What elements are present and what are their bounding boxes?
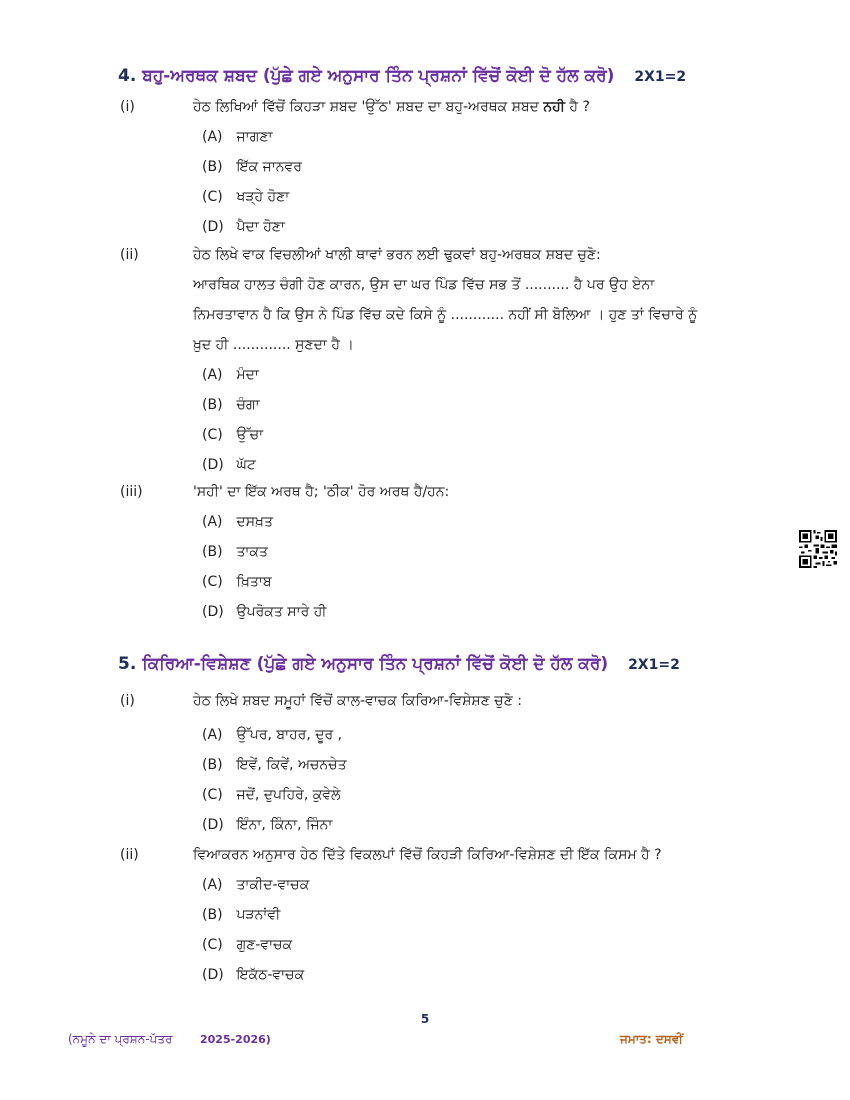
option-d — [202, 212, 778, 242]
question-4-iii — [118, 477, 778, 627]
section-5-marks: 2X1=2 — [628, 657, 680, 673]
section-5-number: 5. — [118, 654, 137, 674]
option-d — [202, 450, 778, 480]
option-text: ਇੱਕ ਜਾਨਵਰ — [236, 159, 302, 175]
option-a — [202, 507, 778, 537]
option-b — [202, 537, 778, 567]
options-list — [202, 870, 778, 990]
option-label: (B) — [202, 757, 223, 773]
question-text — [193, 686, 778, 716]
option-a — [202, 122, 778, 152]
option-text: ਦਸਖ਼ਤ — [236, 514, 273, 530]
question-line: ਹੇਠ ਲਿਖੇ ਵਾਕ ਵਿਚਲੀਆਂ ਖਾਲੀ ਥਾਵਾਂ ਭਰਨ ਲਈ ਢੁਕਵਾਂ ਬਹੁ-ਅਰਥਕ ਸ਼ਬਦ ਚੁਣੋ: — [193, 247, 601, 263]
option-c — [202, 182, 778, 212]
question-line: ਵਿਆਕਰਨ ਅਨੁਸਾਰ ਹੇਠ ਦਿੱਤੇ ਵਿਕਲਪਾਂ ਵਿੱਚੋਂ ਕਿਹੜੀ ਕਿਰਿਆ-ਵਿਸ਼ੇਸ਼ਣ ਦੀ ਇੱਕ ਕਿਸਮ ਹੈ ? — [193, 847, 662, 863]
question-text — [193, 477, 778, 507]
question-4-i — [118, 92, 778, 242]
footer-left: (ਨਮੂਨੇ ਦਾ ਪ੍ਰਸ਼ਨ-ਪੱਤਰ — [68, 1032, 173, 1046]
option-b — [202, 750, 778, 780]
section-4-number: 4. — [118, 66, 137, 86]
option-a — [202, 870, 778, 900]
option-c — [202, 420, 778, 450]
section-4-title: ਬਹੁ-ਅਰਥਕ ਸ਼ਬਦ (ਪੁੱਛੇ ਗਏ ਅਨੁਸਾਰ ਤਿੰਨ ਪ੍ਰਸ਼ਨਾਂ ਵਿੱਚੋਂ ਕੋਈ ਦੋ ਹੱਲ ਕਰੋ) — [142, 66, 615, 86]
section-5-title: ਕਿਰਿਆ-ਵਿਸ਼ੇਸ਼ਣ (ਪੁੱਛੇ ਗਏ ਅਨੁਸਾਰ ਤਿੰਨ ਪ੍ਰਸ਼ਨਾਂ ਵਿੱਚੋਂ ਕੋਈ ਦੋ ਹੱਲ ਕਰੋ) — [142, 654, 609, 674]
option-text: ਇਵੇਂ, ਕਿਵੇਂ, ਅਚਨਚੇਤ — [236, 757, 347, 773]
option-b — [202, 390, 778, 420]
option-text: ਗੁਣ-ਵਾਚਕ — [236, 937, 293, 953]
option-text: ਘੱਟ — [236, 457, 256, 473]
question-5-ii — [118, 840, 778, 990]
option-c — [202, 780, 778, 810]
qr-code-icon — [799, 530, 837, 568]
question-number: (ii) — [120, 247, 139, 263]
question-4-ii — [118, 240, 778, 480]
question-line: 'ਸਹੀ' ਦਾ ਇੱਕ ਅਰਥ ਹੈ; 'ਠੀਕ' ਹੋਰ ਅਰਥ ਹੈ/ਹਨ: — [193, 484, 450, 500]
option-text: ਖ਼ਿਤਾਬ — [236, 574, 272, 590]
question-text-part: ਹੇਠ ਲਿਖਿਆਂ ਵਿੱਚੋਂ ਕਿਹੜਾ ਸ਼ਬਦ 'ਉੱਠ' ਸ਼ਬਦ ਦਾ ਬਹੁ-ਅਰਥਕ ਸ਼ਬਦ — [193, 99, 539, 115]
question-line: ਹੇਠ ਲਿਖੇ ਸ਼ਬਦ ਸਮੂਹਾਂ ਵਿੱਚੋਂ ਕਾਲ-ਵਾਚਕ ਕਿਰਿਆ-ਵਿਸ਼ੇਸ਼ਣ ਚੁਣੋ : — [193, 693, 523, 709]
option-text: ਮੰਦਾ — [236, 367, 259, 383]
question-text — [193, 240, 778, 360]
question-text-part: ਹੈ ? — [569, 99, 590, 115]
option-text: ਤਾਕਤ — [236, 544, 268, 560]
option-label: (D) — [202, 967, 224, 983]
option-label: (C) — [202, 189, 223, 205]
option-label: (A) — [202, 727, 223, 743]
option-label: (C) — [202, 787, 223, 803]
option-label: (B) — [202, 544, 223, 560]
section-5-heading — [118, 654, 680, 674]
option-label: (D) — [202, 817, 224, 833]
option-text: ਜਾਗਣਾ — [236, 129, 273, 145]
section-4-marks: 2X1=2 — [634, 69, 687, 85]
options-list — [202, 122, 778, 242]
question-5-i — [118, 686, 778, 840]
option-text: ਪੈਦਾ ਹੋਣਾ — [236, 219, 285, 235]
option-label: (A) — [202, 129, 223, 145]
option-text: ਖੜ੍ਹੇ ਹੋਣਾ — [236, 189, 290, 205]
option-d — [202, 597, 778, 627]
question-line: ਖ਼ੁਦ ਹੀ ............. ਸੁਣਦਾ ਹੈ । — [193, 337, 354, 353]
page-number: 5 — [420, 1012, 430, 1026]
question-number: (i) — [120, 99, 135, 115]
option-a — [202, 360, 778, 390]
option-label: (A) — [202, 877, 223, 893]
option-d — [202, 810, 778, 840]
option-d — [202, 960, 778, 990]
option-label: (B) — [202, 907, 223, 923]
option-b — [202, 900, 778, 930]
option-text: ਉੱਚਾ — [236, 427, 264, 443]
option-text: ਚੰਗਾ — [236, 397, 260, 413]
option-label: (A) — [202, 367, 223, 383]
option-text: ਜਦੋਂ, ਦੁਪਹਿਰੇ, ਕੁਵੇਲੇ — [236, 787, 341, 803]
option-c — [202, 567, 778, 597]
question-text-emphasis: ਨਹੀ — [543, 99, 565, 115]
options-list — [202, 360, 778, 480]
options-list — [202, 507, 778, 627]
option-label: (D) — [202, 219, 224, 235]
option-text: ਇੰਨਾ, ਕਿੰਨਾ, ਜਿੰਨਾ — [236, 817, 333, 833]
question-number: (ii) — [120, 847, 139, 863]
option-text: ਉਪਰੋਕਤ ਸਾਰੇ ਹੀ — [236, 604, 327, 620]
option-text: ਪੜਨਾਂਵੀ — [236, 907, 281, 923]
option-label: (D) — [202, 604, 224, 620]
option-label: (B) — [202, 159, 223, 175]
footer-year: 2025-2026) — [200, 1033, 271, 1046]
question-line: ਆਰਥਿਕ ਹਾਲਤ ਚੰਗੀ ਹੋਣ ਕਾਰਨ, ਉਸ ਦਾ ਘਰ ਪਿੰਡ ਵਿੱਚ ਸਭ ਤੋਂ .......... ਹੈ ਪਰ ਉਹ ਏਨਾ — [193, 277, 655, 293]
question-number: (iii) — [120, 484, 143, 500]
option-label: (C) — [202, 427, 223, 443]
option-label: (B) — [202, 397, 223, 413]
option-text: ਇਕੱਠ-ਵਾਚਕ — [236, 967, 305, 983]
section-4-heading — [118, 66, 686, 86]
option-label: (D) — [202, 457, 224, 473]
question-text — [193, 92, 778, 122]
options-list — [202, 720, 778, 840]
question-number: (i) — [120, 693, 135, 709]
option-label: (A) — [202, 514, 223, 530]
option-a — [202, 720, 778, 750]
option-label: (C) — [202, 574, 223, 590]
option-text: ਉੱਪਰ, ਬਾਹਰ, ਦੂਰ , — [236, 727, 343, 743]
option-c — [202, 930, 778, 960]
footer-class: ਜਮਾਤ: ਦਸਵੀਂ — [620, 1032, 683, 1046]
option-b — [202, 152, 778, 182]
option-label: (C) — [202, 937, 223, 953]
question-line: ਨਿਮਰਤਾਵਾਨ ਹੈ ਕਿ ਉਸ ਨੇ ਪਿੰਡ ਵਿੱਚ ਕਦੇ ਕਿਸੇ ਨੂੰ ............ ਨਹੀਂ ਸੀ ਬੋਲਿਆ । ਹੁਣ ਤਾਂ ਵਿਚਾਰੇ ਨੂੰ — [193, 307, 698, 323]
option-text: ਤਾਕੀਦ-ਵਾਚਕ — [236, 877, 310, 893]
question-text — [193, 840, 778, 870]
